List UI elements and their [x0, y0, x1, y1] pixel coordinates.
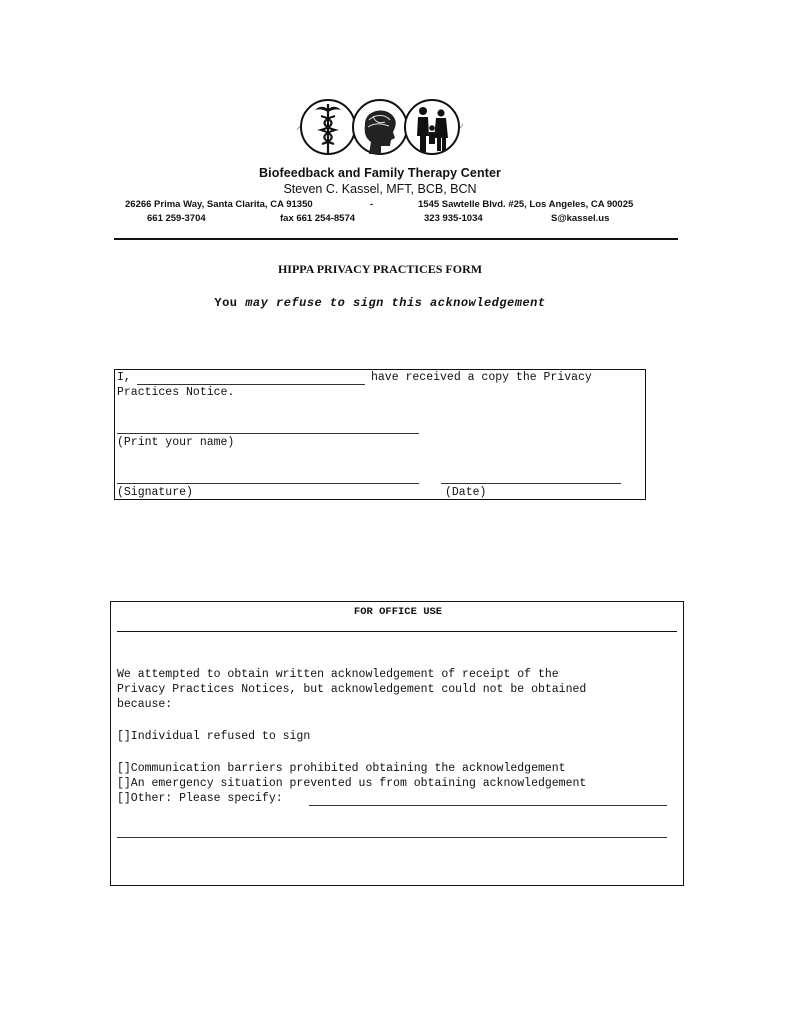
email-address: S@kassel.us [551, 213, 610, 224]
fax-number: fax 661 254-8574 [280, 213, 356, 224]
address-separator: - [370, 199, 374, 210]
ack-line1-end: have received a copy the Privacy [371, 371, 592, 384]
refuse-notice [0, 296, 760, 310]
address-los-angeles: 1545 Sawtelle Blvd. #25, Los Angeles, CA 90025 [418, 199, 634, 210]
acknowledgement-box [114, 369, 646, 500]
office-paragraph-line1: We attempted to obtain written acknowledgement of receipt of the [117, 668, 559, 681]
provider-name: Steven C. Kassel, MFT, BCB, BCN [283, 182, 477, 196]
date-label: (Date) [445, 486, 487, 499]
office-paragraph-line2: Privacy Practices Notices, but acknowledgement could not be obtained [117, 683, 587, 696]
signature-label: (Signature) [117, 486, 193, 499]
office-use-title: FOR OFFICE USE [353, 606, 443, 618]
refuse-notice-prefix: You [214, 296, 246, 310]
ack-line1-start: I, [117, 371, 131, 384]
option-refused-to-sign[interactable]: []Individual refused to sign [117, 730, 311, 743]
phone-santa-clarita: 661 259-3704 [147, 213, 206, 224]
signature-field[interactable] [117, 483, 419, 484]
header-divider [114, 238, 678, 240]
other-specify-field[interactable] [309, 805, 667, 806]
name-inline-field[interactable] [137, 384, 365, 385]
option-other[interactable]: []Other: Please specify: [117, 792, 283, 805]
office-title-divider [117, 631, 677, 632]
print-name-label: (Print your name) [117, 436, 235, 449]
option-emergency-situation[interactable]: []An emergency situation prevented us from obtaining acknowledgement [117, 777, 587, 790]
form-title: HIPPA PRIVACY PRACTICES FORM [277, 262, 483, 276]
address-santa-clarita: 26266 Prima Way, Santa Clarita, CA 91350 [125, 199, 313, 210]
date-field[interactable] [441, 483, 621, 484]
org-name: Biofeedback and Family Therapy Center [259, 166, 501, 180]
option-communication-barriers[interactable]: []Communication barriers prohibited obtaining the acknowledgement [117, 762, 566, 775]
center-logo [295, 94, 465, 160]
other-specify-field-2[interactable] [117, 837, 667, 838]
office-paragraph-line3: because: [117, 698, 173, 711]
ack-line2: Practices Notice. [117, 386, 235, 399]
office-use-box [110, 601, 684, 886]
phone-los-angeles: 323 935-1034 [424, 213, 483, 224]
refuse-notice-emphasis: may refuse to sign this acknowledgement [245, 296, 546, 310]
print-name-field[interactable] [117, 433, 419, 434]
